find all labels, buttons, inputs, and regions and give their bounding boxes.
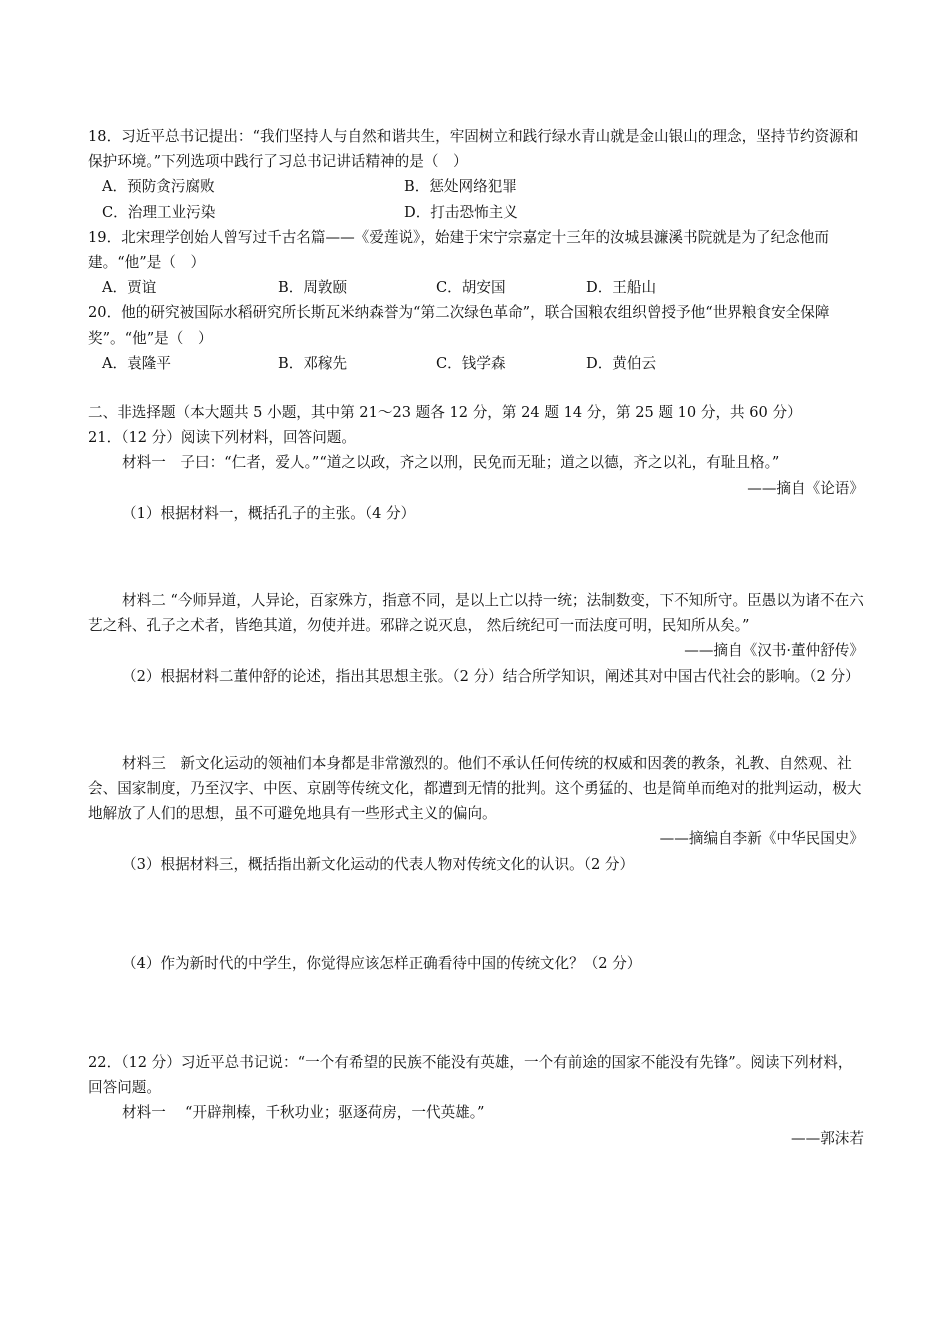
q22-material-1: 材料一 “开辟荆榛，千秋功业；驱逐荷房，一代英雄。”: [122, 1104, 485, 1122]
q19-option-d: D．王船山: [586, 279, 657, 297]
exam-page: [88, 124, 864, 1151]
question-21-intro: 21．（12 分）阅读下列材料，回答问题。: [88, 429, 356, 447]
q21-material-1: 材料一 子曰：“仁者，爱人。”“道之以政，齐之以刑，民免而无耻；道之以德，齐之以礼，有耻且格。”: [122, 454, 780, 472]
q20-option-d: D．黄伯云: [586, 354, 657, 372]
q21-part-4: （4）作为新时代的中学生，你觉得应该怎样正确看待中国的传统文化？（2 分）: [122, 954, 642, 972]
q18-options-row2: [88, 200, 864, 225]
q18-option-c: C．治理工业污染: [102, 203, 216, 221]
q21-part-3: （3）根据材料三，概括指出新文化运动的代表人物对传统文化的认识。（2 分）: [122, 855, 635, 873]
q18-option-d: D．打击恐怖主义: [404, 203, 518, 221]
q20-options: [88, 351, 864, 376]
q18-option-b: B．惩处网络犯罪: [404, 178, 517, 196]
q20-option-b: B．邓稼先: [278, 354, 348, 372]
question-19: 19．北宋理学创始人曾写过千古名篇——《爱莲说》，始建于宋宁宗嘉定十三年的汝城县濂溪书院就是为了纪念他而建。“他”是（ ）: [88, 228, 829, 272]
question-18: 18．习近平总书记提出：“我们坚持人与自然和谐共生，牢固树立和践行绿水青山就是金山银山的理念，坚持节约资源和保护环境。”下列选项中践行了习总书记讲话精神的是（ ）: [88, 128, 859, 171]
q19-options: [88, 275, 864, 300]
q21-part-2: （2）根据材料二董仲舒的论述，指出其思想主张。（2 分）结合所学知识，阐述其对中国古代社会的影响。（2 分）: [122, 667, 860, 685]
q21-material-3-source: ——摘编自李新《中华民国史》: [659, 830, 864, 848]
q21-material-3: 材料三 新文化运动的领袖们本身都是非常激烈的。他们不承认任何传统的权威和因袭的教条，礼教、自然观、社会、国家制度，乃至汉字、中医、京剧等传统文化，都遭到无情的批判。这个勇猛的、也是简单而绝对的批判运动，极大地解放了人们的思想，虽不可避免地具有一些形式主义的偏向。: [88, 754, 862, 823]
question-20: 20．他的研究被国际水稻研究所长斯瓦米纳森誉为“第二次绿色革命”，联合国粮农组织曾授予他“世界粮食安全保障奖”。“他”是（ ）: [88, 304, 830, 347]
q19-option-a: A．贾谊: [102, 279, 157, 297]
q21-material-1-source: ——摘自《论语》: [747, 479, 864, 497]
section-2-heading: 二、非选择题（本大题共 5 小题，其中第 21～23 题各 12 分，第 24 题 14 分，第 25 题 10 分，共 60 分）: [88, 404, 802, 422]
q19-option-b: B．周敦颐: [278, 279, 348, 297]
q18-options-row1: [88, 174, 864, 199]
q21-material-2: 材料二 “今师异道，人异论，百家殊方，指意不同，是以上亡以持一统；法制数变，下不知所守。臣愚以为诸不在六艺之科、孔子之术者，皆绝其道，勿使并进。邪辟之说灭息， 然后统纪可一而法度可明，民知所从矣。”: [88, 592, 864, 635]
q20-option-a: A．袁隆平: [102, 354, 171, 372]
q21-material-2-source: ——摘自《汉书·董仲舒传》: [684, 642, 864, 660]
q21-part-1: （1）根据材料一，概括孔子的主张。（4 分）: [122, 504, 416, 522]
q18-option-a: A．预防贪污腐败: [102, 178, 215, 196]
q20-option-c: C．钱学森: [436, 354, 506, 372]
q22-material-1-source: ——郭沫若: [791, 1129, 864, 1147]
q19-option-c: C．胡安国: [436, 279, 506, 297]
question-22-intro: 22．（12 分）习近平总书记说：“一个有希望的民族不能没有英雄，一个有前途的国家不能没有先锋”。阅读下列材料，回答问题。: [88, 1054, 853, 1097]
